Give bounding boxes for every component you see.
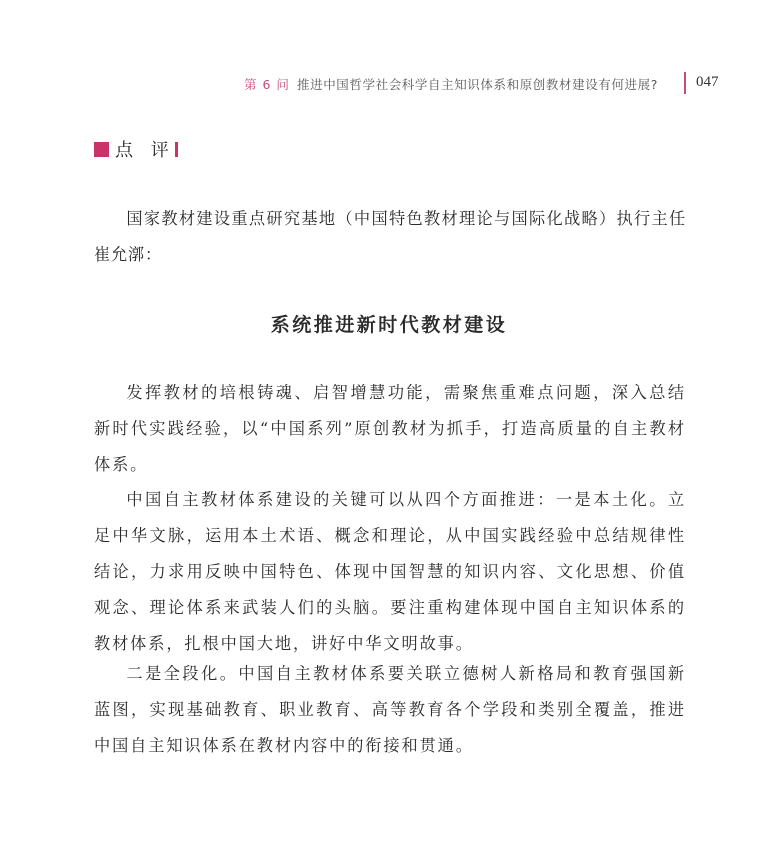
commentator-intro: 国家教材建设重点研究基地（中国特色教材理论与国际化战略）执行主任崔允漷： xyxy=(94,209,686,264)
running-header xyxy=(0,74,778,94)
section-label-text: 点 评 xyxy=(115,140,175,161)
page-number: 047 xyxy=(696,74,719,90)
header-divider xyxy=(684,72,686,94)
square-marker-icon xyxy=(94,142,109,157)
body-paragraph: 中国自主教材体系建设的关键可以从四个方面推进：一是本土化。立足中华文脉，运用本土术语、概念和理论，从中国实践经验中总结规律性结论，力求用反映中国特色、体现中国智慧的知识内容、文化思想、价值观念、理论体系来武装人们的头脑。要注重构建体现中国自主知识体系的教材体系，扎根中国大地，讲好中华文明故事。 xyxy=(94,490,686,653)
bar-marker-icon xyxy=(175,142,178,157)
article-title: 系统推进新时代教材建设 xyxy=(270,314,508,336)
body-paragraph: 二是全段化。中国自主教材体系要关联立德树人新格局和教育强国新蓝图，实现基础教育、职业教育、高等教育各个学段和类别全覆盖，推进中国自主知识体系在教材内容中的衔接和贯通。 xyxy=(94,664,686,755)
section-label-commentary xyxy=(94,138,178,160)
chapter-label: 第 6 问 xyxy=(244,77,290,92)
body-paragraph: 发挥教材的培根铸魂、启智增慧功能，需聚焦重难点问题，深入总结新时代实践经验，以“中国系列”原创教材为抓手，打造高质量的自主教材体系。 xyxy=(94,383,686,474)
chapter-title: 推进中国哲学社会科学自主知识体系和原创教材建设有何进展? xyxy=(297,77,658,92)
